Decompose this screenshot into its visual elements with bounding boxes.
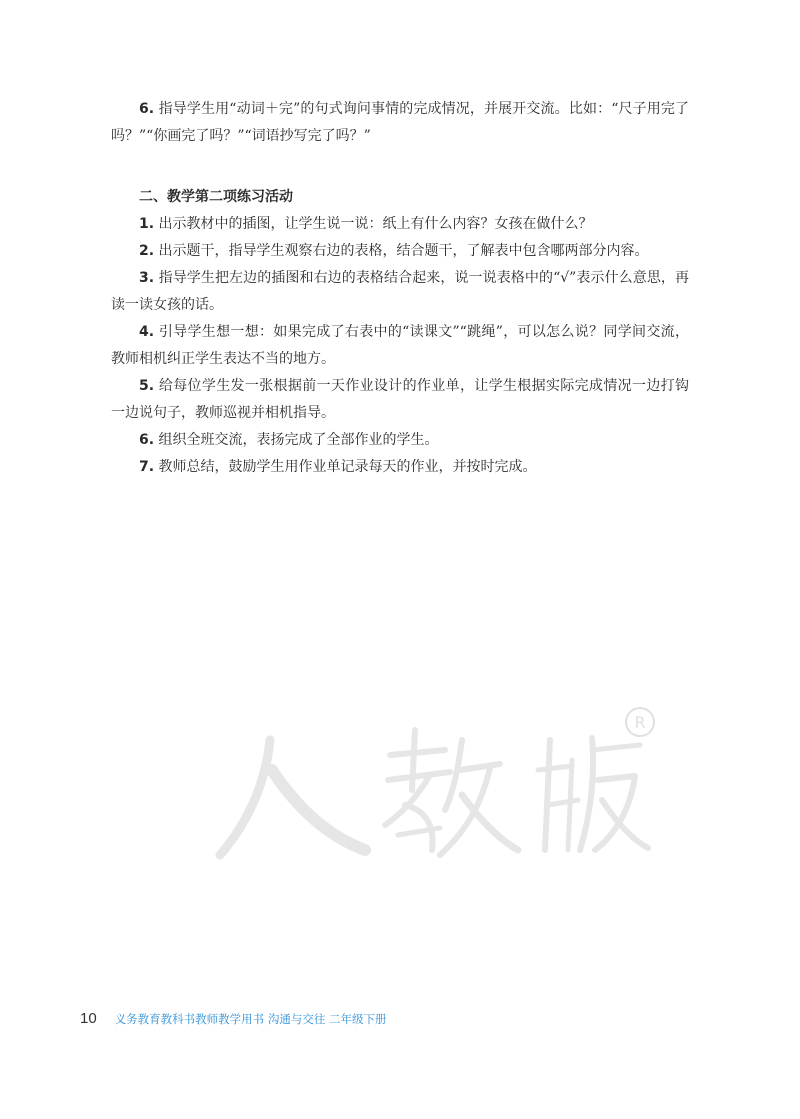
item-number: 3. (139, 270, 155, 286)
paragraph-item-7 (111, 454, 689, 481)
paragraph-item-6b (111, 427, 689, 454)
paragraph-item-3 (111, 265, 689, 319)
item-number: 4. (139, 324, 155, 340)
paragraph-item-2 (111, 238, 689, 265)
running-title: 义务教育教科书教师教学用书 沟通与交往 二年级下册 (114, 1012, 387, 1026)
item-text: 出示题干，指导学生观察右边的表格，结合题干，了解表中包含哪两部分内容。 (158, 243, 649, 259)
paragraph-item-6 (111, 96, 689, 150)
item-text: 引导学生想一想：如果完成了右表中的“读课文”“跳绳”，可以怎么说？同学间交流，教师相机纠正学生表达不当的地方。 (111, 324, 689, 367)
paragraph-item-5 (111, 373, 689, 427)
section-heading: 二、教学第二项练习活动 (139, 189, 293, 205)
item-number: 1. (139, 216, 155, 232)
svg-text:R: R (634, 713, 646, 732)
item-text: 组织全班交流，表扬完成了全部作业的学生。 (158, 432, 439, 448)
item-text: 出示教材中的插图，让学生说一说：纸上有什么内容？女孩在做什么？ (158, 216, 593, 232)
page-number: 10 (80, 1010, 97, 1027)
item-number: 7. (139, 459, 155, 475)
page-footer (80, 1010, 387, 1034)
item-number: 6. (139, 432, 155, 448)
item-text: 教师总结，鼓励学生用作业单记录每天的作业，并按时完成。 (158, 459, 537, 475)
item-number: 5. (139, 378, 155, 394)
main-content (111, 96, 689, 481)
item-number: 6. (139, 101, 155, 117)
paragraph-item-4 (111, 319, 689, 373)
item-text: 给每位学生发一张根据前一天作业设计的作业单，让学生根据实际完成情况一边打钩一边说句子，教师巡视并相机指导。 (111, 378, 690, 421)
paragraph-item-1 (111, 211, 689, 238)
item-number: 2. (139, 243, 155, 259)
item-text: 指导学生把左边的插图和右边的表格结合起来，说一说表格中的“√”表示什么意思，再读一读女孩的话。 (111, 270, 690, 313)
publisher-watermark (200, 700, 660, 880)
item-text: 指导学生用“动词＋完”的句式询问事情的完成情况，并展开交流。比如：“尺子用完了吗？”“你画完了吗？”“词语抄写完了吗？” (111, 101, 689, 144)
